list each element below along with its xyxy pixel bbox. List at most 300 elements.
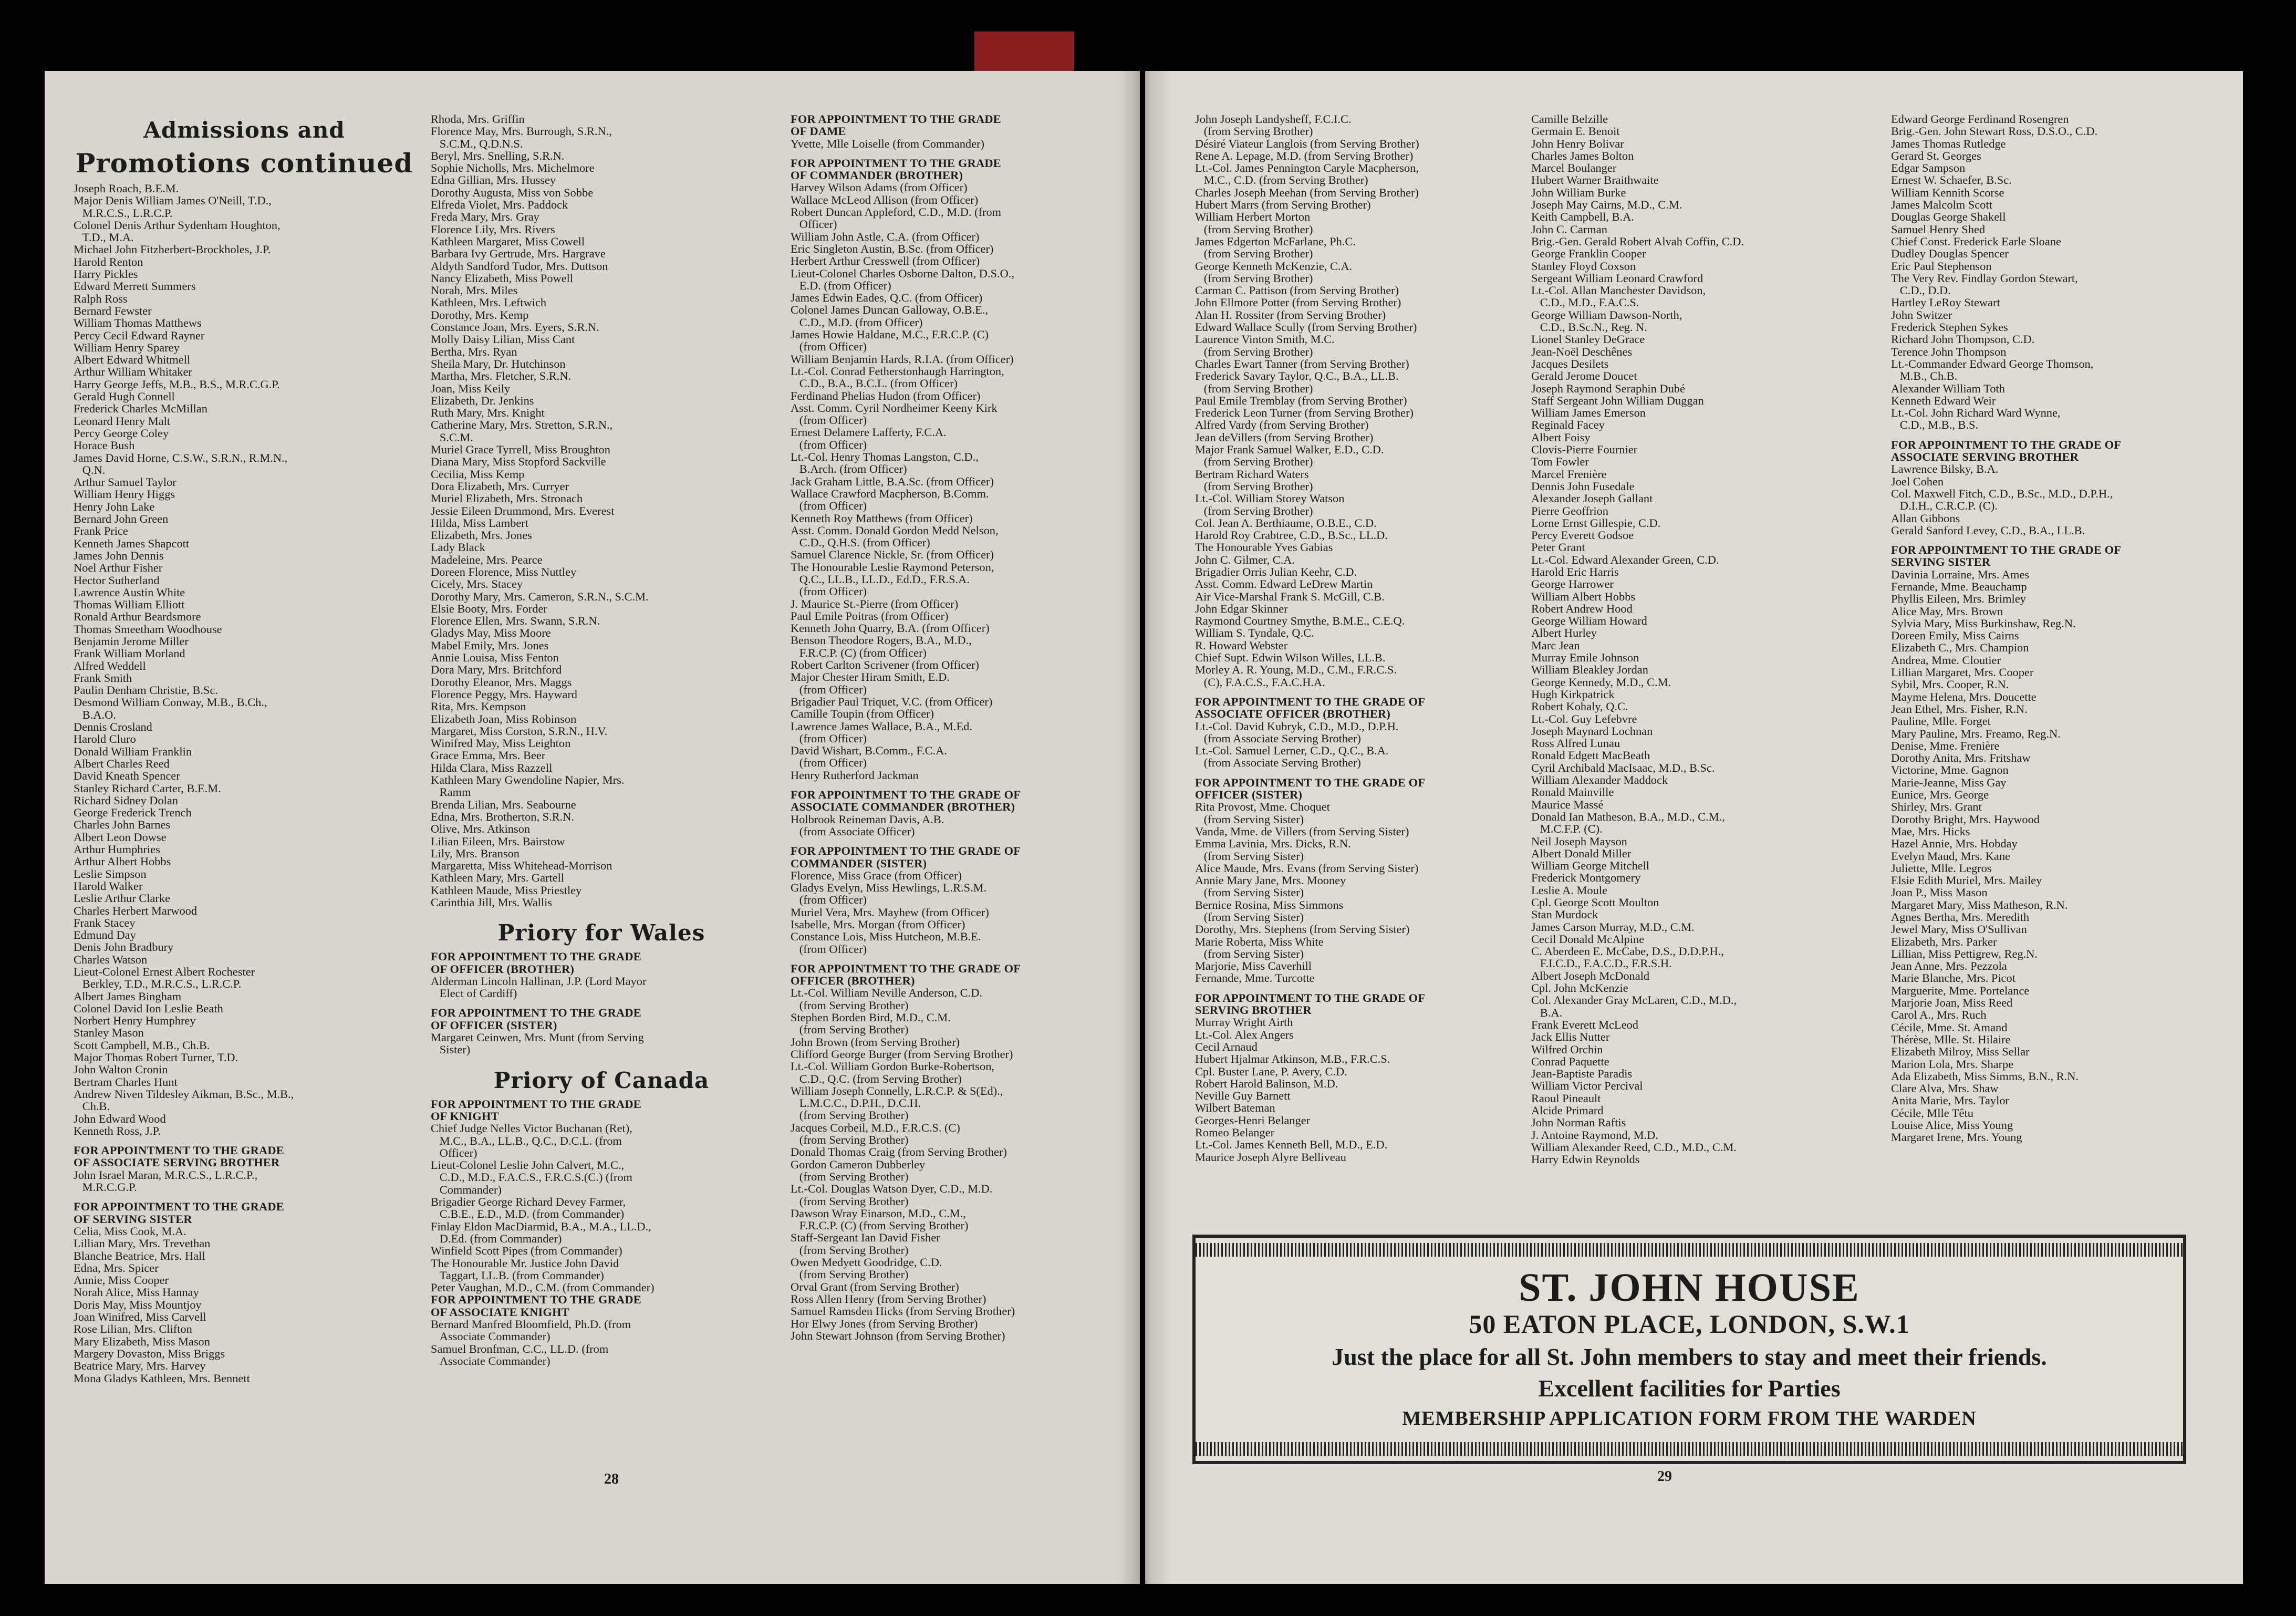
list-item: Arthur William Whitaker	[74, 365, 192, 379]
list-item: Edward Merrett Summers	[74, 279, 196, 293]
list-item: William Albert Hobbs	[1531, 589, 1636, 603]
section-heading: FOR APPOINTMENT TO THE GRADE OF	[1195, 695, 1426, 708]
section-heading: ASSOCIATE OFFICER (BROTHER)	[1195, 707, 1390, 721]
list-item: Louise Alice, Miss Young	[1891, 1118, 2013, 1132]
list-item: Kenneth John Quarry, B.A. (from Officer)	[791, 621, 990, 635]
list-item: William Thomas Matthews	[74, 316, 202, 330]
list-item: Col. Maxwell Fitch, C.D., B.Sc., M.D., D.P.H.,	[1891, 486, 2113, 500]
list-item: Constance Lois, Miss Hutcheon, M.B.E.	[791, 930, 981, 944]
list-item: (from Serving Brother)	[791, 1169, 909, 1183]
list-item: Edna, Mrs. Spicer	[74, 1261, 159, 1275]
list-item: Morley A. R. Young, M.D., C.M., F.R.C.S.	[1195, 663, 1397, 677]
list-item: Dorothy, Mrs. Stephens (from Serving Sister)	[1195, 923, 1410, 936]
section-heading: OFFICER (BROTHER)	[791, 974, 915, 988]
list-item: Andrea, Mme. Cloutier	[1891, 653, 2001, 667]
section-gap	[1195, 769, 1536, 776]
list-item: S.C.M.	[431, 430, 473, 444]
list-item: Sybil, Mrs. Cooper, R.N.	[1891, 678, 2009, 691]
list-item: Jean-Noël Deschênes	[1531, 345, 1633, 358]
list-item: Hugh Kirkpatrick	[1531, 687, 1615, 701]
list-item: Evelyn Maud, Mrs. Kane	[1891, 849, 2010, 863]
list-item: (from Serving Brother)	[791, 998, 909, 1012]
list-item: Beryl, Mrs. Snelling, S.R.N.	[431, 149, 565, 162]
list-item: Ralph Ross	[74, 292, 128, 305]
list-item: The Honourable Yves Gabias	[1195, 541, 1333, 554]
list-item: Lt.-Col. Allan Manchester Davidson,	[1531, 284, 1706, 297]
list-item: Florence May, Mrs. Burrough, S.R.N.,	[431, 125, 612, 138]
left-col-2	[431, 113, 772, 1367]
list-item: Bertha, Mrs. Ryan	[431, 345, 517, 358]
priory-heading: Priory of Canada	[493, 1067, 710, 1093]
list-item: Reginald Facey	[1531, 418, 1605, 432]
list-item: George Franklin Cooper	[1531, 247, 1646, 261]
list-item: Stephen Borden Bird, M.D., C.M.	[791, 1011, 951, 1024]
list-item: (C), F.A.C.S., F.A.C.H.A.	[1195, 675, 1325, 689]
list-item: (from Officer)	[791, 942, 867, 956]
section-heading: OF ASSOCIATE KNIGHT	[431, 1305, 569, 1319]
list-item: William Henry Sparey	[74, 340, 180, 354]
list-item: Frank Stacey	[74, 916, 136, 929]
list-item: Lt.-Col. Henry Thomas Langston, C.D.,	[791, 450, 979, 464]
list-item: Albert James Bingham	[74, 989, 182, 1003]
list-item: (from Serving Brother)	[791, 1109, 909, 1122]
list-item: Harry Pickles	[74, 267, 138, 281]
list-item: Q.N.	[74, 463, 106, 476]
list-item: Alfred Vardy (from Serving Brother)	[1195, 418, 1369, 432]
priory-heading: Priory for Wales	[497, 920, 705, 946]
list-item: David Kneath Spencer	[74, 769, 180, 783]
list-item: Juliette, Mlle. Legros	[1891, 861, 1992, 875]
list-item: Gerard St. Georges	[1891, 149, 1981, 162]
advert-tagline: Just the place for all St. John members to stay and meet their friends.	[1332, 1343, 2047, 1370]
list-item: Eric Paul Stephenson	[1891, 259, 1992, 273]
list-item: Henry John Lake	[74, 500, 155, 513]
list-item: Gladys May, Miss Moore	[431, 626, 551, 640]
list-item: Hilda, Miss Lambert	[431, 516, 528, 530]
section-gap	[791, 781, 1132, 789]
list-item: Dennis Crosland	[74, 720, 152, 734]
list-item: Elsie Edith Muriel, Mrs. Mailey	[1891, 874, 2042, 887]
list-item: Ruth Mary, Mrs. Knight	[431, 406, 545, 420]
list-item: Marie-Jeanne, Miss Gay	[1891, 775, 2007, 789]
list-item: Robert Andrew Hood	[1531, 602, 1633, 615]
list-item: Joan P., Miss Mason	[1891, 886, 1988, 899]
list-item: Clifford George Burger (from Serving Brother)	[791, 1047, 1013, 1061]
page-number-right: 29	[1657, 1468, 1672, 1485]
list-item: C. Aberdeen E. McCabe, D.S., D.D.P.H.,	[1531, 945, 1724, 958]
list-item: Margaret Ceinwen, Mrs. Munt (from Serving	[431, 1031, 644, 1044]
list-item: Lt.-Col. Edward Alexander Green, C.D.	[1531, 553, 1719, 566]
list-item: Marie Roberta, Miss White	[1195, 935, 1324, 948]
list-item: (from Serving Sister)	[1195, 849, 1304, 863]
list-item: Edna, Mrs. Brotherton, S.R.N.	[431, 810, 575, 823]
section-gap	[74, 1193, 415, 1200]
list-item: (from Serving Brother)	[1195, 125, 1313, 138]
list-item: Major Denis William James O'Neill, T.D.,	[74, 194, 272, 208]
list-item: William Bleakley Jordan	[1531, 663, 1648, 677]
list-item: Bertram Richard Waters	[1195, 467, 1309, 481]
list-item: Camille Toupin (from Officer)	[791, 707, 934, 721]
section-heading: OF ASSOCIATE SERVING BROTHER	[74, 1156, 280, 1169]
list-item: J. Maurice St.-Pierre (from Officer)	[791, 597, 959, 610]
list-item: Kenneth Edward Weir	[1891, 393, 1996, 407]
list-item: C.D., M.D. (from Officer)	[791, 315, 923, 329]
list-item: Fernande, Mme. Turcotte	[1195, 971, 1315, 985]
list-item: B.A.	[1531, 1006, 1563, 1019]
list-item: Ferdinand Phelias Hudon (from Officer)	[791, 389, 981, 402]
section-heading: OF SERVING SISTER	[74, 1212, 192, 1226]
list-item: Romeo Belanger	[1195, 1126, 1275, 1140]
list-item: Murray Wright Airth	[1195, 1016, 1293, 1029]
list-item: Grace Emma, Mrs. Beer	[431, 749, 546, 762]
list-item: Isabelle, Mrs. Morgan (from Officer)	[791, 918, 965, 931]
list-item: Wallace Crawford Macpherson, B.Comm.	[791, 486, 989, 500]
list-item: Benson Theodore Rogers, B.A., M.D.,	[791, 634, 972, 647]
list-item: F.R.C.P. (C) (from Serving Brother)	[791, 1219, 969, 1232]
list-item: Paul Emile Tremblay (from Serving Brother)	[1195, 393, 1407, 407]
list-item: James Edwin Eades, Q.C. (from Officer)	[791, 291, 983, 305]
list-item: Désiré Viateur Langlois (from Serving Brother)	[1195, 137, 1419, 150]
list-item: Eunice, Mrs. George	[1891, 788, 1989, 802]
list-item: Percy Cecil Edward Rayner	[74, 328, 205, 342]
list-item: Rhoda, Mrs. Griffin	[431, 113, 525, 126]
list-item: Elfreda Violet, Mrs. Paddock	[431, 198, 568, 212]
list-item: Gordon Cameron Dubberley	[791, 1157, 926, 1171]
list-item: The Honourable Leslie Raymond Peterson,	[791, 560, 994, 574]
list-item: Kathleen, Mrs. Leftwich	[431, 296, 547, 309]
list-item: Constance Joan, Mrs. Eyers, S.R.N.	[431, 320, 599, 334]
list-item: Charles Ewart Tanner (from Serving Brother)	[1195, 357, 1409, 370]
advert-border-stripe-bottom	[1196, 1442, 2183, 1456]
list-item: Staff Sergeant John William Duggan	[1531, 393, 1704, 407]
list-item: Leonard Henry Malt	[74, 414, 171, 428]
list-item: M.C.F.P. (C).	[1531, 822, 1603, 836]
priory-heading: Promotions continued	[75, 148, 413, 179]
list-item: Lt.-Col. Douglas Watson Dyer, C.D., M.D.	[791, 1182, 993, 1196]
list-item: Fernande, Mme. Beauchamp	[1891, 579, 2027, 593]
section-heading: FOR APPOINTMENT TO THE GRADE OF	[1891, 438, 2122, 451]
list-item: Jack Ellis Nutter	[1531, 1030, 1610, 1044]
list-item: Doris May, Miss Mountjoy	[74, 1298, 202, 1311]
list-item: Emma Lavinia, Mrs. Dicks, R.N.	[1195, 837, 1351, 851]
list-item: Charles Watson	[74, 952, 148, 966]
list-item: Finlay Eldon MacDiarmid, B.A., M.A., LL.D.,	[431, 1219, 651, 1233]
list-item: Colonel David Ion Leslie Beath	[74, 1001, 223, 1015]
list-item: Joseph May Cairns, M.D., C.M.	[1531, 198, 1682, 212]
list-item: F.R.C.P. (C) (from Officer)	[791, 646, 927, 659]
list-item: Bernard John Green	[74, 512, 169, 526]
list-item: Cecil Donald McAlpine	[1531, 932, 1645, 946]
list-item: Raymond Courtney Smythe, B.M.E., C.E.Q.	[1195, 614, 1405, 628]
list-item: (from Serving Brother)	[1195, 455, 1313, 469]
list-item: Cécile, Mlle Têtu	[1891, 1106, 1973, 1120]
list-item: Cécile, Mme. St. Amand	[1891, 1020, 2008, 1034]
list-item: Jewel Mary, Miss O'Sullivan	[1891, 923, 2027, 936]
list-item: Hartley LeRoy Stewart	[1891, 296, 2000, 309]
list-item: John Norman Raftis	[1531, 1116, 1626, 1130]
list-item: Dawson Wray Einarson, M.D., C.M.,	[791, 1206, 966, 1220]
list-item: George Frederick Trench	[74, 806, 192, 820]
section-heading: FOR APPOINTMENT TO THE GRADE	[791, 156, 1001, 170]
list-item: Cyril Archibald MacIsaac, M.D., B.Sc.	[1531, 761, 1715, 774]
list-item: Alderman Lincoln Hallinan, J.P. (Lord Mayor	[431, 974, 647, 988]
advert-address: 50 EATON PLACE, LONDON, S.W.1	[1469, 1309, 1910, 1339]
list-item: Elect of Cardiff)	[431, 987, 517, 1000]
list-item: Edward George Ferdinand Rosengren	[1891, 113, 2069, 126]
list-item: (from Officer)	[791, 438, 867, 451]
list-item: Phyllis Eileen, Mrs. Brimley	[1891, 592, 2026, 606]
list-item: Thomas Smeetham Woodhouse	[74, 622, 222, 636]
list-item: Kathleen Maude, Miss Priestley	[431, 883, 582, 897]
list-item: Herbert Arthur Cresswell (from Officer)	[791, 254, 980, 268]
list-item: Denise, Mme. Frenière	[1891, 739, 2000, 752]
list-item: George William Dawson-North,	[1531, 308, 1682, 322]
list-item: Mae, Mrs. Hicks	[1891, 824, 1970, 838]
list-item: John Walton Cronin	[74, 1063, 168, 1076]
list-item: Dorothy Mary, Mrs. Cameron, S.R.N., S.C.M.	[431, 589, 649, 603]
page-number-left: 28	[604, 1471, 619, 1487]
list-item: Samuel Ramsden Hicks (from Serving Brother)	[791, 1304, 1015, 1318]
list-item: Marjorie Joan, Miss Reed	[1891, 996, 2013, 1010]
section-heading: SERVING SISTER	[1891, 555, 1991, 569]
list-item: Albert Foisy	[1531, 430, 1591, 444]
list-item: Lt.-Col. William Storey Watson	[1195, 492, 1345, 505]
list-item: Lorne Ernst Gillespie, C.D.	[1531, 516, 1661, 530]
list-item: William Joseph Connelly, L.R.C.P. & S(Ed).,	[791, 1084, 1003, 1097]
list-item: Mary Elizabeth, Miss Mason	[74, 1334, 210, 1348]
list-item: (from Serving Sister)	[1195, 910, 1304, 924]
list-item: Annie, Miss Cooper	[74, 1273, 169, 1287]
list-item: Leslie A. Moule	[1531, 883, 1607, 897]
list-item: Joan Winifred, Miss Carvell	[74, 1310, 206, 1324]
list-item: Victorine, Mme. Gagnon	[1891, 763, 2009, 777]
list-item: Ronald Mainville	[1531, 785, 1614, 799]
list-item: Lieut-Colonel Leslie John Calvert, M.C.,	[431, 1158, 625, 1172]
list-item: Neville Guy Barnett	[1195, 1089, 1291, 1103]
list-item: Elizabeth, Mrs. Parker	[1891, 935, 1997, 948]
list-item: Chief Const. Frederick Earle Sloane	[1891, 234, 2061, 248]
list-item: Mabel Emily, Mrs. Jones	[431, 638, 549, 652]
list-item: Paulin Denham Christie, B.Sc.	[74, 683, 218, 697]
list-item: Lieut-Colonel Charles Osborne Dalton, D.S.O.,	[791, 266, 1014, 280]
list-item: Henry Rutherford Jackman	[791, 768, 919, 782]
list-item: (from Serving Brother)	[791, 1194, 909, 1208]
section-heading: FOR APPOINTMENT TO THE GRADE	[74, 1144, 284, 1157]
list-item: Sophie Nicholls, Mrs. Michelmore	[431, 161, 595, 175]
list-item: Rita Provost, Mme. Choquet	[1195, 800, 1330, 814]
list-item: Joseph Raymond Seraphin Dubé	[1531, 381, 1685, 395]
list-item: Nancy Elizabeth, Miss Powell	[431, 271, 574, 285]
list-item: Lt.-Commander Edward George Thomson,	[1891, 357, 2094, 370]
list-item: Annie Mary Jane, Mrs. Mooney	[1195, 874, 1346, 887]
list-item: Douglas George Shakell	[1891, 210, 2006, 224]
list-item: (from Serving Brother)	[1195, 504, 1313, 517]
list-item: Joseph Roach, B.E.M.	[74, 182, 179, 195]
list-item: Lily, Mrs. Branson	[431, 846, 520, 860]
list-item: Dorothy Bright, Mrs. Haywood	[1891, 812, 2040, 826]
list-item: Elizabeth Joan, Miss Robinson	[431, 712, 577, 726]
list-item: Ronald Edgett MacBeath	[1531, 749, 1650, 762]
list-item: Chief Supt. Edwin Wilson Willes, LL.B.	[1195, 651, 1386, 665]
list-item: Norah, Mrs. Miles	[431, 284, 518, 297]
list-item: Florence Lily, Mrs. Rivers	[431, 222, 555, 236]
list-item: Major Chester Hiram Smith, E.D.	[791, 670, 950, 684]
list-item: Keith Campbell, B.A.	[1531, 210, 1634, 224]
list-item: R. Howard Webster	[1195, 638, 1288, 652]
list-item: Richard John Thompson, C.D.	[1891, 333, 2035, 346]
section-gap	[791, 150, 1132, 157]
list-item: Colonel James Duncan Galloway, O.B.E.,	[791, 303, 989, 317]
list-item: Lillian, Miss Pettigrew, Reg.N.	[1891, 947, 2038, 960]
list-item: John Israel Maran, M.R.C.S., L.R.C.P.,	[74, 1168, 258, 1182]
list-item: Madeleine, Mrs. Pearce	[431, 553, 543, 566]
list-item: Lawrence Bilsky, B.A.	[1891, 462, 1999, 476]
list-item: Holbrook Reineman Davis, A.B.	[791, 812, 944, 826]
list-item: M.B., Ch.B.	[1891, 369, 1958, 383]
list-item: Lawrence James Wallace, B.A., M.Ed.	[791, 719, 972, 733]
section-heading: FOR APPOINTMENT TO THE GRADE	[431, 1006, 641, 1020]
list-item: C.D., Q.H.S. (from Officer)	[791, 536, 930, 550]
list-item: Albert Donald Miller	[1531, 846, 1632, 860]
list-item: Hector Sutherland	[74, 573, 160, 587]
list-item: Ernest W. Schaefer, B.Sc.	[1891, 173, 2012, 187]
section-heading: FOR APPOINTMENT TO THE GRADE OF	[1891, 543, 2122, 557]
left-col-1	[74, 113, 415, 1384]
list-item: John Ellmore Potter (from Serving Brother)	[1195, 296, 1401, 309]
list-item: Lady Black	[431, 541, 485, 554]
list-item: Lt.-Col. James Kenneth Bell, M.D., E.D.	[1195, 1138, 1388, 1152]
list-item: Cecilia, Miss Kemp	[431, 467, 525, 481]
list-item: Frank Everett McLeod	[1531, 1018, 1638, 1031]
list-item: Albert Joseph McDonald	[1531, 969, 1650, 982]
list-item: Q.C., LL.B., LL.D., Ed.D., F.R.S.A.	[791, 572, 970, 586]
list-item: Florence Ellen, Mrs. Swann, S.R.N.	[431, 614, 600, 628]
list-item: Associate Commander)	[431, 1330, 550, 1343]
list-item: John Henry Bolivar	[1531, 137, 1624, 150]
list-item: Barbara Ivy Gertrude, Mrs. Hargrave	[431, 247, 606, 261]
list-item: Lionel Stanley DeGrace	[1531, 333, 1645, 346]
list-item: Chief Judge Nelles Victor Buchanan (Ret),	[431, 1122, 632, 1135]
list-item: Richard Sidney Dolan	[74, 793, 178, 807]
list-item: C.D., M.D., F.A.C.S., F.R.C.S.(C.) (from	[431, 1170, 632, 1184]
list-item: Col. Alexander Gray McLaren, C.D., M.D.,	[1531, 993, 1737, 1007]
list-item: Owen Medyett Goodridge, C.D.	[791, 1256, 942, 1269]
list-item: Florence Peggy, Mrs. Hayward	[431, 687, 577, 701]
section-heading: FOR APPOINTMENT TO THE GRADE	[74, 1200, 284, 1214]
list-item: Ross Allen Henry (from Serving Brother)	[791, 1292, 986, 1306]
right-col-3	[1891, 113, 2217, 1144]
section-heading: FOR APPOINTMENT TO THE GRADE OF	[791, 844, 1021, 858]
list-item: Samuel Henry Shed	[1891, 222, 1986, 236]
list-item: Officer)	[791, 217, 837, 231]
list-item: Lilian Eileen, Mrs. Bairstow	[431, 834, 565, 848]
list-item: Marion Lola, Mrs. Sharpe	[1891, 1057, 2014, 1071]
list-item: Carinthia Jill, Mrs. Wallis	[431, 896, 553, 909]
list-item: Albert Edward Whitmell	[74, 353, 191, 367]
list-item: Gerald Hugh Connell	[74, 390, 175, 403]
list-item: Major Thomas Robert Turner, T.D.	[74, 1051, 238, 1064]
list-item: Edgar Sampson	[1891, 161, 1966, 175]
list-item: Germain E. Benoit	[1531, 125, 1620, 138]
list-item: Harry Edwin Reynolds	[1531, 1153, 1640, 1166]
list-item: Charles John Barnes	[74, 818, 171, 832]
list-item: Leslie Arthur Clarke	[74, 892, 171, 905]
list-item: Jean-Baptiste Paradis	[1531, 1067, 1633, 1081]
section-gap	[791, 837, 1132, 845]
list-item: Bernard Manfred Bloomfield, Ph.D. (from	[431, 1318, 631, 1331]
list-item: Pierre Geoffrion	[1531, 504, 1608, 517]
list-item: (from Officer)	[791, 731, 867, 745]
list-item: Lt.-Col. William Neville Anderson, C.D.	[791, 986, 982, 1000]
section-heading: FOR APPOINTMENT TO THE GRADE OF	[1195, 775, 1426, 789]
list-item: M.C., C.D. (from Serving Brother)	[1195, 173, 1368, 187]
list-item: Frederick Stephen Sykes	[1891, 320, 2008, 334]
list-item: Charles Joseph Meehan (from Serving Brother)	[1195, 185, 1419, 199]
list-item: Cecil Arnaud	[1195, 1040, 1258, 1053]
left-page	[45, 71, 1140, 1584]
list-item: Mona Gladys Kathleen, Mrs. Bennett	[74, 1371, 250, 1384]
section-heading: OFFICER (SISTER)	[1195, 788, 1303, 802]
list-item: Eric Singleton Austin, B.Sc. (from Officer)	[791, 242, 994, 255]
list-item: Ross Alfred Lunau	[1531, 737, 1620, 750]
list-item: Sheila Mary, Dr. Hutchinson	[431, 357, 566, 370]
list-item: C.D., Q.C. (from Serving Brother)	[791, 1072, 962, 1085]
list-item: Brig.-Gen. Gerald Robert Alvah Coffin, C.D.	[1531, 234, 1744, 248]
list-item: William Kennith Scorse	[1891, 185, 2004, 199]
list-item: Rita, Mrs. Kempson	[431, 700, 526, 713]
list-item: Gerald Jerome Doucet	[1531, 369, 1637, 383]
list-item: Dora Mary, Mrs. Britchford	[431, 663, 562, 677]
section-heading: OF OFFICER (SISTER)	[431, 1018, 557, 1032]
list-item: Albert Leon Dowse	[74, 830, 167, 844]
list-item: Lt.-Col. William Gordon Burke-Robertson,	[791, 1060, 994, 1073]
list-item: Kathleen Mary Gwendoline Napier, Mrs.	[431, 773, 625, 787]
list-item: Lieut-Colonel Ernest Albert Rochester	[74, 965, 255, 978]
advert-facilities: Excellent facilities for Parties	[1538, 1375, 1841, 1402]
list-item: William Alexander Reed, C.D., M.D., C.M.	[1531, 1140, 1737, 1154]
list-item: Ernest Delamere Lafferty, F.C.A.	[791, 426, 947, 439]
list-item: Taggart, LL.B. (from Commander)	[431, 1268, 604, 1282]
list-item: Doreen Emily, Miss Cairns	[1891, 629, 2019, 643]
list-item: Bertram Charles Hunt	[74, 1075, 178, 1089]
list-item: Hilda Clara, Miss Razzell	[431, 761, 553, 774]
list-item: Denis John Bradbury	[74, 940, 174, 954]
list-item: Tom Fowler	[1531, 455, 1589, 469]
list-item: Bernice Rosina, Miss Simmons	[1195, 898, 1344, 911]
list-item: Shirley, Mrs. Grant	[1891, 800, 1982, 814]
list-item: Georges-Henri Belanger	[1195, 1113, 1311, 1127]
list-item: Cpl. John McKenzie	[1531, 981, 1628, 995]
list-item: Alexander Joseph Gallant	[1531, 492, 1653, 505]
list-item: Harold Renton	[74, 255, 143, 268]
list-item: Dennis John Fusedale	[1531, 479, 1635, 493]
list-item: Davinia Lorraine, Mrs. Ames	[1891, 567, 2030, 581]
list-item: Margaret Mary, Miss Matheson, R.N.	[1891, 898, 2068, 911]
list-item: Asst. Comm. Donald Gordon Medd Nelson,	[791, 523, 999, 537]
list-item: Albert Charles Reed	[74, 757, 170, 770]
list-item: Celia, Miss Cook, M.A.	[74, 1224, 186, 1238]
list-item: (from Officer)	[791, 413, 867, 427]
list-item: (from Associate Officer)	[791, 824, 915, 838]
section-heading: OF OFFICER (BROTHER)	[431, 962, 575, 976]
list-item: (from Associate Serving Brother)	[1195, 756, 1361, 770]
list-item: C.D., M.D., F.A.C.S.	[1531, 296, 1639, 309]
list-item: Cicely, Mrs. Stacey	[431, 577, 523, 591]
list-item: Norbert Henry Humphrey	[74, 1014, 196, 1028]
section-heading: FOR APPOINTMENT TO THE GRADE	[431, 950, 641, 964]
list-item: Dorothy Anita, Mrs. Fritshaw	[1891, 751, 2031, 765]
list-item: (from Officer)	[791, 499, 867, 513]
